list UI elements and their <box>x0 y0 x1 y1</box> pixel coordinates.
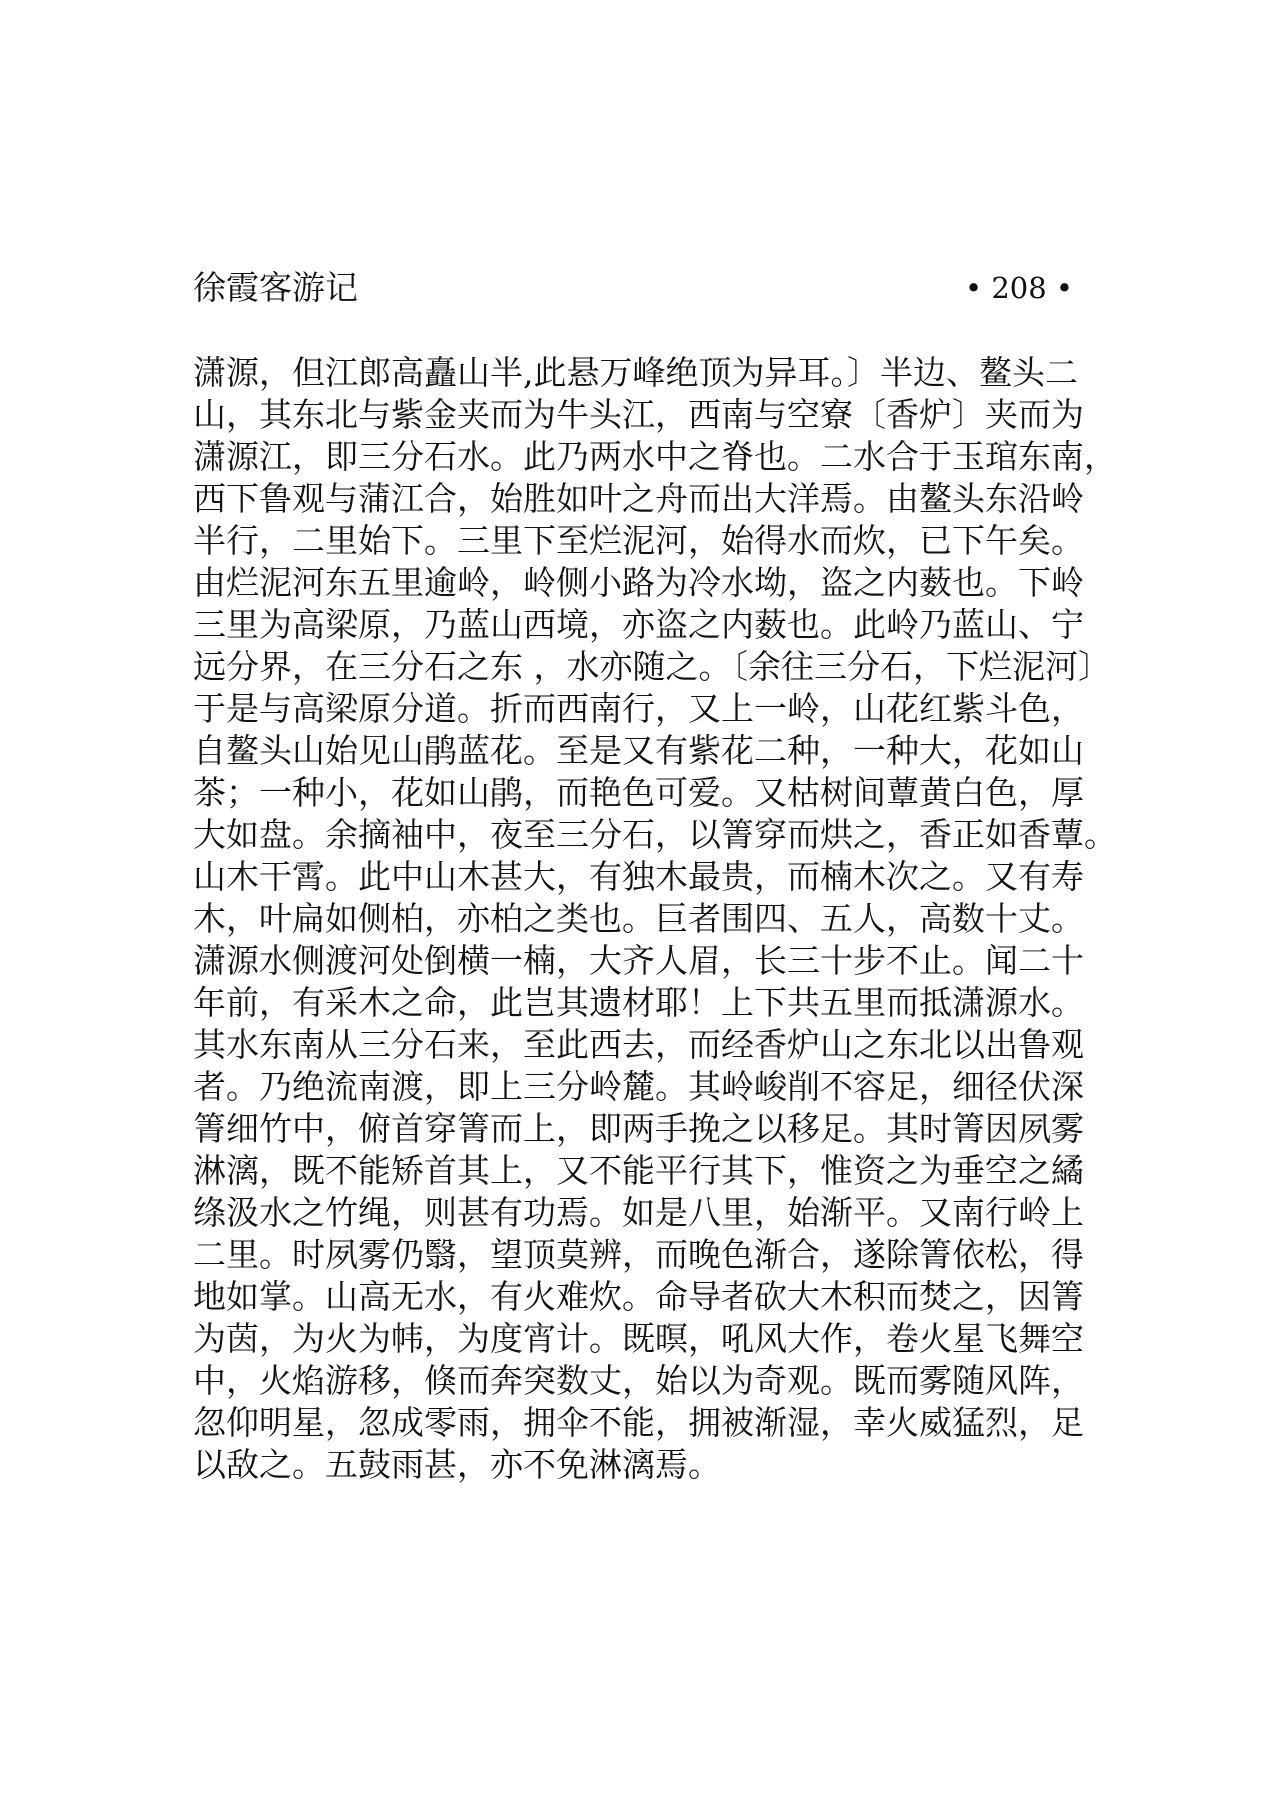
text-line: 中，火焰游移，倏而奔突数丈，始以为奇观。既而雾随风阵， <box>193 1361 1084 1400</box>
text-line: 忽仰明星，忽成零雨，拥伞不能，拥被渐湿，幸火威猛烈，足 <box>193 1403 1084 1442</box>
book-title: 徐霞客游记 <box>193 268 358 307</box>
text-line: 其水东南从三分石来，至此西去，而经香炉山之东北以出鲁观 <box>193 1025 1084 1064</box>
text-line: 半行，二里始下。三里下至烂泥河，始得水而炊，已下午矣。 <box>193 521 1084 560</box>
text-line: 自鳌头山始见山鹃蓝花。至是又有紫花二种，一种大，花如山 <box>193 731 1084 770</box>
text-line: 由烂泥河东五里逾岭，岭侧小路为冷水坳，盗之内薮也。下岭 <box>193 563 1084 602</box>
text-line: 淋漓，既不能矫首其上，又不能平行其下，惟资之为垂空之繘 <box>193 1151 1084 1190</box>
text-line: 西下鲁观与蒲江合，始胜如叶之舟而出大洋焉。由鳌头东沿岭 <box>193 479 1084 518</box>
text-line: 山，其东北与紫金夹而为牛头江，西南与空寮〔香炉〕夹而为 <box>193 395 1084 434</box>
text-line: 木，叶扁如侧柏，亦柏之类也。巨者围四、五人，高数十丈。 <box>193 899 1084 938</box>
text-line: 为茵，为火为帏，为度宵计。既暝，吼风大作，卷火星飞舞空 <box>193 1319 1084 1358</box>
text-line: 以敌之。五鼓雨甚，亦不免淋漓焉。 <box>193 1445 721 1484</box>
text-line: 潇源江，即三分石水。此乃两水中之脊也。二水合于玉琯东南， <box>193 437 1117 476</box>
body-text <box>193 352 1117 1486</box>
text-line: 潇源水侧渡河处倒横一楠，大齐人眉，长三十步不止。闻二十 <box>193 941 1084 980</box>
text-line: 远分界，在三分石之东 ，水亦随之。〔余往三分石，下烂泥河〕 <box>193 647 1111 686</box>
text-line: 大如盘。余摘袖中，夜至三分石，以箐穿而烘之，香正如香蕈。 <box>193 815 1117 854</box>
text-line: 地如掌。山高无水，有火难炊。命导者砍大木积而焚之，因箐 <box>193 1277 1084 1316</box>
text-line: 三里为高梁原，乃蓝山西境，亦盗之内薮也。此岭乃蓝山、宁 <box>193 605 1084 644</box>
page-number: • 208 • <box>965 271 1073 305</box>
text-line: 山木干霄。此中山木甚大，有独木最贵，而楠木次之。又有寿 <box>193 857 1084 896</box>
text-line: 箐细竹中，俯首穿箐而上，即两手挽之以移足。其时箐因夙雾 <box>193 1109 1084 1148</box>
text-line: 于是与高梁原分道。折而西南行，又上一岭，山花红紫斗色， <box>193 689 1084 728</box>
text-line: 年前，有采木之命，此岂其遗材耶！上下共五里而抵潇源水。 <box>193 983 1084 1022</box>
text-line: 二里。时夙雾仍翳，望顶莫辨，而晚色渐合，遂除箐依松，得 <box>193 1235 1084 1274</box>
text-line: 者。乃绝流南渡，即上三分岭麓。其岭峻削不容足，细径伏深 <box>193 1067 1084 1106</box>
text-line: 潇源，但江郎高矗山半,此悬万峰绝顶为异耳。〕半边、鳌头二 <box>193 353 1078 392</box>
text-line: 茶；一种小，花如山鹃，而艳色可爱。又枯树间蕈黄白色，厚 <box>193 773 1084 812</box>
text-line: 绦汲水之竹绳，则甚有功焉。如是八里，始渐平。又南行岭上 <box>193 1193 1084 1232</box>
running-header <box>193 266 1073 310</box>
